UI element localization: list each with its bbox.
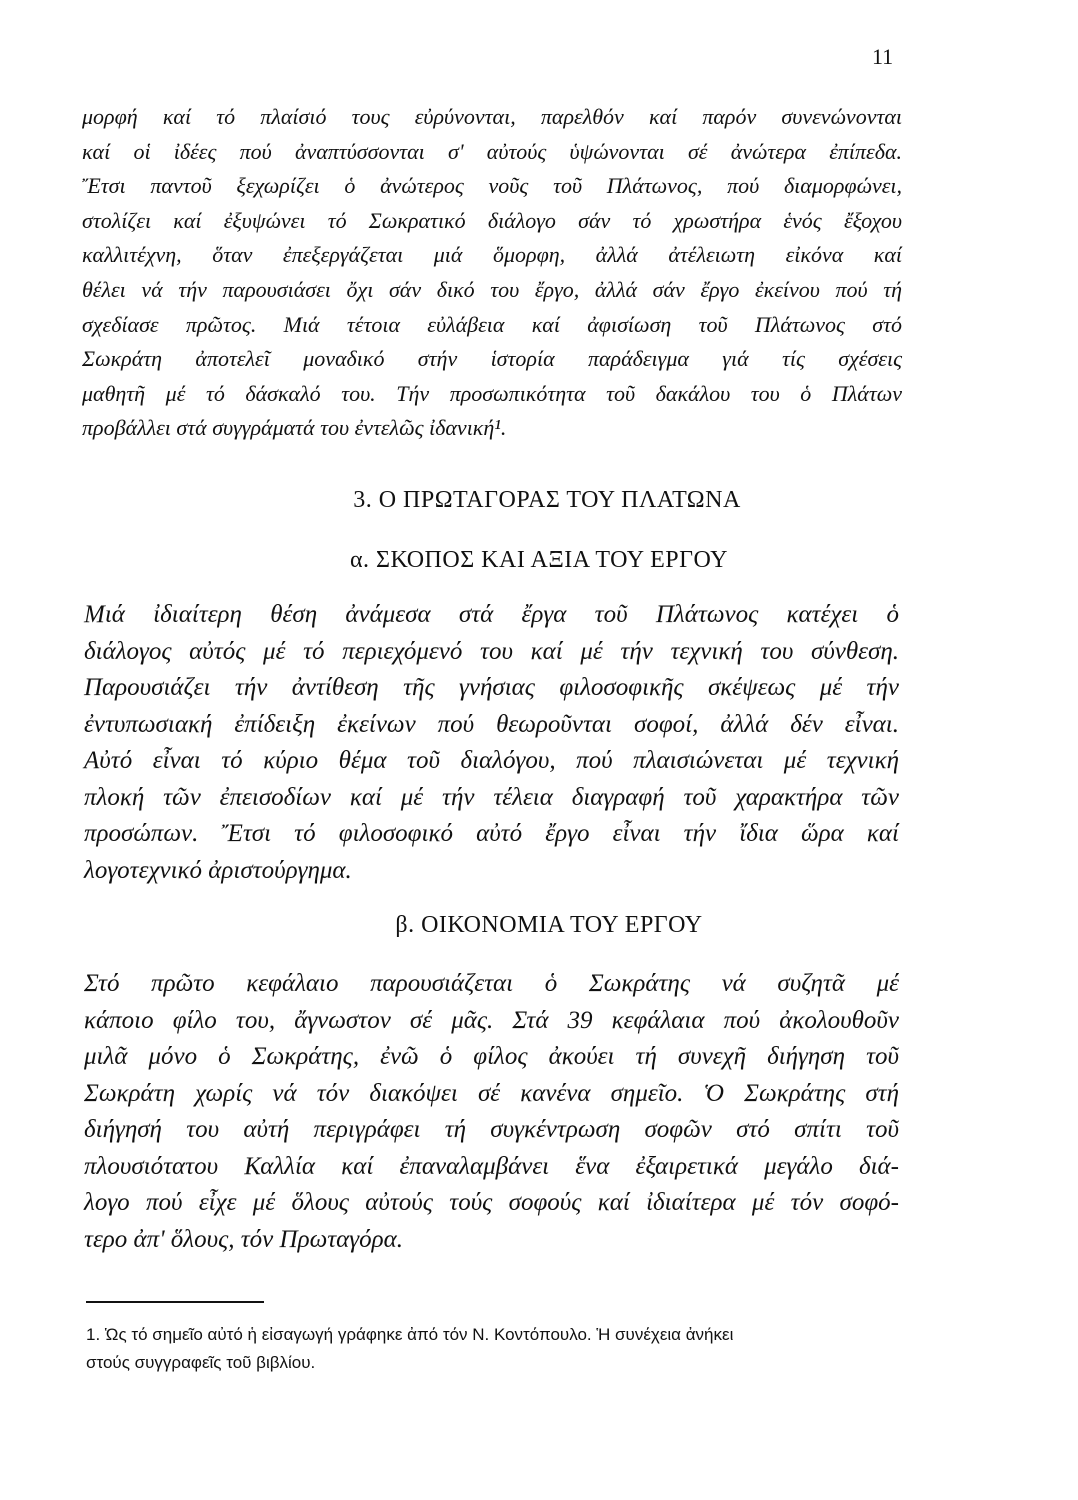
text-line: Σωκράτη χωρίς νά τόν διακόψει σέ κανένα σημεῖο. Ὁ Σωκράτης στή bbox=[84, 1079, 899, 1107]
text-line: μιλᾶ μόνο ὁ Σωκράτης, ἐνῶ ὁ φίλος ἀκούει τή συνεχῆ διήγηση τοῦ bbox=[84, 1043, 899, 1070]
text-line: μαθητῆ μέ τό δάσκαλό του. Τήν προσωπικότητα τοῦ δακάλου του ὁ Πλάτων bbox=[82, 380, 902, 406]
section-heading: 3. Ο ΠΡΩΤΑΓΟΡΑΣ ΤΟΥ ΠΛΑΤΩΝΑ bbox=[353, 487, 741, 513]
text-line: προβάλλει στά συγγράματά του ἐντελῶς ἰδανική¹. bbox=[82, 415, 507, 441]
text-line: Ἔτσι παντοῦ ξεχωρίζει ὁ ἀνώτερος νοῦς τοῦ Πλάτωνος, πού διαμορφώνει, bbox=[82, 173, 902, 199]
text-line: καλλιτέχνη, ὅταν ἐπεξεργάζεται μιά ὅμορφη, ἀλλά ἀτέλειωτη εἰκόνα καί bbox=[82, 242, 902, 268]
text-line: σχεδίασε πρῶτος. Μιά τέτοια εὐλάβεια καί ἀφισίωση τοῦ Πλάτωνος στό bbox=[82, 311, 902, 337]
text-line: κάποιο φίλο του, ἄγνωστον σέ μᾶς. Στά 39 κεφάλαια πού ἀκολουθοῦν bbox=[84, 1006, 899, 1034]
text-line: Στό πρῶτο κεφάλαιο παρουσιάζεται ὁ Σωκράτης νά συζητᾶ μέ bbox=[84, 970, 899, 997]
text-line: λογο πού εἶχε μέ ὅλους αὐτούς τούς σοφούς καί ἰδιαίτερα μέ τόν σοφό- bbox=[84, 1189, 899, 1216]
footnote-line: στούς συγγραφεῖς τοῦ βιβλίου. bbox=[86, 1353, 316, 1372]
text-line: λογοτεχνικό ἀριστούργημα. bbox=[84, 856, 352, 884]
text-line: μορφή καί τό πλαίσιό τους εὐρύνονται, παρελθόν καί παρόν συνενώνονται bbox=[82, 104, 902, 129]
text-line: πλουσιότατου Καλλία καί ἐπαναλαμβάνει ἕνα ἐξαιρετικά μεγάλο διά- bbox=[84, 1152, 899, 1180]
intro-paragraph bbox=[82, 100, 902, 446]
text-line: Παρουσιάζει τήν ἀντίθεση τῆς γνήσιας φιλοσοφικῆς σκέψεως μέ τήν bbox=[84, 674, 899, 701]
text-line: καί οἱ ἰδέες πού ἀναπτύσσονται σ' αὐτούς ὑψώνονται σέ ἀνώτερα ἐπίπεδα. bbox=[82, 138, 902, 164]
text-line: διάλογος αὐτός μέ τό περιεχόμενό του καί μέ τήν τεχνική του σύνθεση. bbox=[84, 637, 899, 665]
text-line: διήγησή του αὐτή περιγράφει τή συγκέντρωση σοφῶν στό σπίτι τοῦ bbox=[84, 1116, 899, 1143]
text-line: στολίζει καί ἐξυψώνει τό Σωκρατικό διάλογο σάν τό χρωστήρα ἑνός ἔξοχου bbox=[82, 207, 902, 233]
subsection-heading-a: α. ΣΚΟΠΟΣ ΚΑΙ ΑΞΙΑ ΤΟΥ ΕΡΓΟΥ bbox=[349, 547, 728, 573]
text-line: Αὐτό εἶναι τό κύριο θέμα τοῦ διαλόγου, πού πλαισιώνεται μέ τεχνική bbox=[84, 747, 899, 774]
subsection-heading-b: β. ΟΙΚΟΝΟΜΙΑ ΤΟΥ ΕΡΓΟΥ bbox=[395, 912, 703, 938]
footnote bbox=[86, 1321, 906, 1377]
text-line: ἐντυπωσιακή ἐπίδειξη ἐκείνων πού θεωροῦνται σοφοί, ἀλλά δέν εἶναι. bbox=[84, 710, 899, 738]
page-number: 11 bbox=[872, 44, 894, 69]
skopos-paragraph bbox=[84, 597, 899, 889]
text-line: θέλει νά τήν παρουσιάσει ὄχι σάν δικό του ἔργο, ἀλλά σάν ἔργο ἐκείνου πού τή bbox=[82, 276, 902, 302]
footnote-divider bbox=[86, 1301, 264, 1303]
text-line: πλοκή τῶν ἐπεισοδίων καί μέ τήν τέλεια διαγραφή τοῦ χαρακτήρα τῶν bbox=[84, 783, 899, 811]
text-line: Μιά ἰδιαίτερη θέση ἀνάμεσα στά ἔργα τοῦ Πλάτωνος κατέχει ὁ bbox=[84, 601, 899, 628]
oikonomia-paragraph bbox=[84, 966, 899, 1258]
text-line: προσώπων. Ἔτσι τό φιλοσοφικό αὐτό ἔργο εἶναι τήν ἴδια ὥρα καί bbox=[84, 820, 899, 847]
text-line: Σωκράτη ἀποτελεῖ μοναδικό στήν ἱστορία παράδειγμα γιά τίς σχέσεις bbox=[82, 346, 902, 372]
text-line: τερο ἀπ' ὅλους, τόν Πρωταγόρα. bbox=[84, 1225, 404, 1253]
footnote-line: 1. Ὡς τό σημεῖο αὐτό ἡ εἰσαγωγή γράφηκε ἀπό τόν Ν. Κοντόπουλο. Ἡ συνέχεια ἀνήκει bbox=[86, 1325, 734, 1344]
